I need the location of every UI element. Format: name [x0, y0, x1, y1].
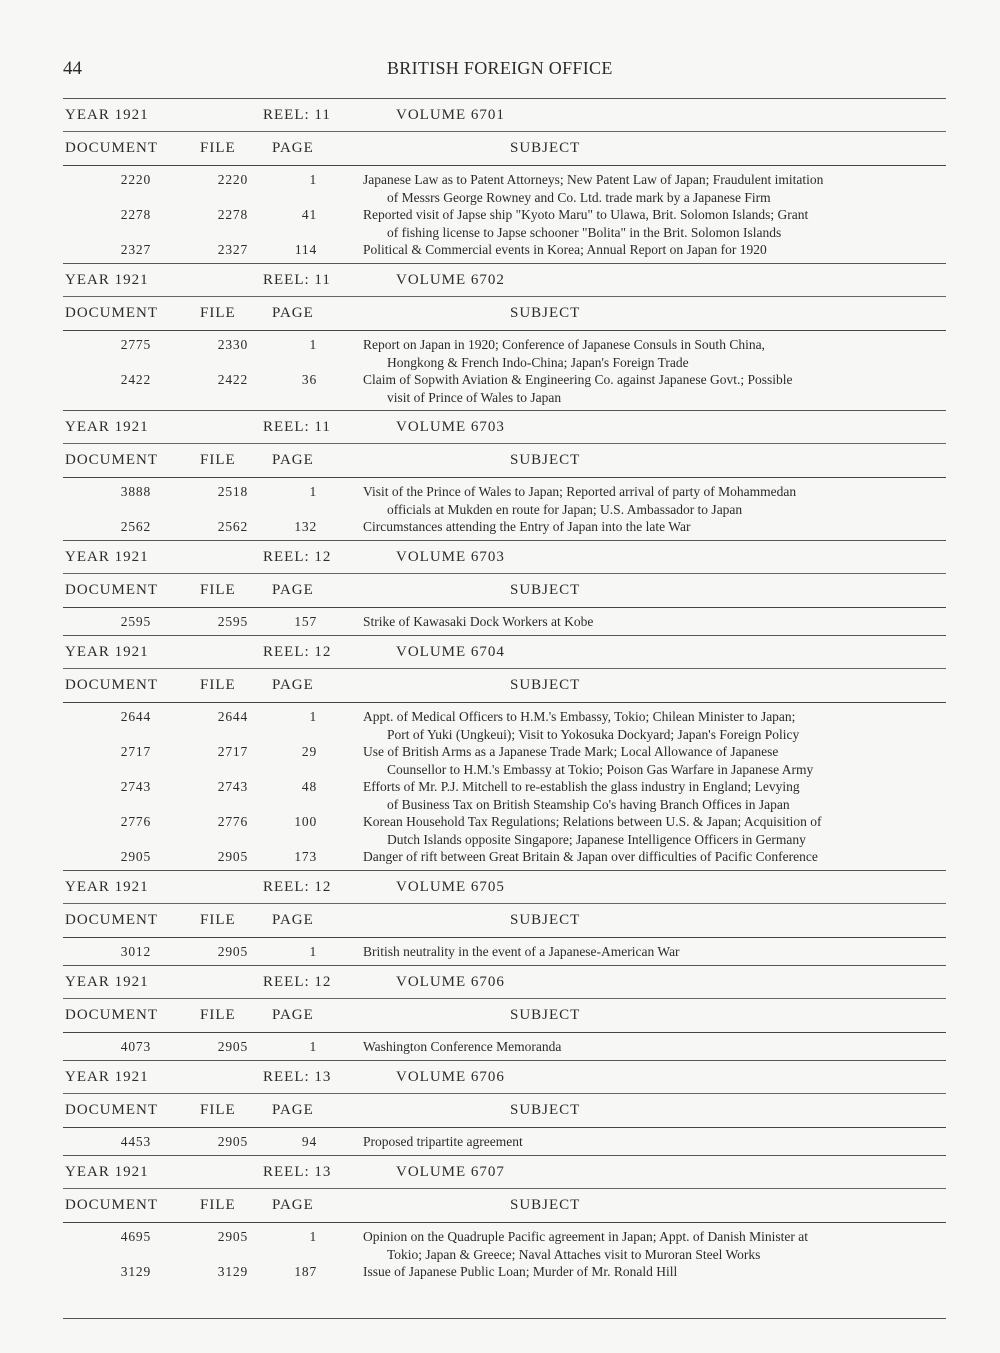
- page-number-cell: 1: [309, 1229, 317, 1244]
- entry-row: [63, 206, 946, 241]
- volume-header: [63, 540, 946, 573]
- entry-row: [63, 613, 946, 631]
- subject-line: Visit of the Prince of Wales to Japan; Reported arrival of party of Mohammedan: [363, 484, 797, 499]
- reel-label: REEL: 11: [263, 107, 331, 123]
- subject-column-header: SUBJECT: [510, 582, 581, 598]
- entry-row: [63, 743, 946, 778]
- subject-line: Reported visit of Japse ship "Kyoto Maru" to Ulawa, Brit. Solomon Islands; Grant: [363, 207, 809, 222]
- volume-block: [63, 635, 946, 870]
- subject-line: Danger of rift between Great Britain & Japan over difficulties of Pacific Conference: [363, 849, 818, 864]
- page-number-cell: 132: [294, 519, 317, 534]
- year-label: YEAR 1921: [65, 644, 149, 660]
- document-number: 2422: [120, 372, 151, 387]
- file-column-header: FILE: [200, 1197, 236, 1213]
- subject-text: [363, 171, 945, 206]
- file-number: 2327: [217, 242, 248, 257]
- entry-row: [63, 1038, 946, 1056]
- volume-block: [63, 410, 946, 540]
- file-number: 2220: [217, 172, 248, 187]
- entry-list: [63, 330, 946, 410]
- document-number: 2717: [120, 744, 151, 759]
- file-number: 2518: [217, 484, 248, 499]
- document-number: 2327: [120, 242, 151, 257]
- reel-label: REEL: 12: [263, 644, 332, 660]
- volume-block: [63, 870, 946, 965]
- subject-text: [363, 483, 945, 518]
- volume-header: [63, 635, 946, 668]
- page-number-cell: 114: [294, 242, 317, 257]
- file-number: 2905: [217, 849, 248, 864]
- volume-label: VOLUME 6702: [396, 272, 505, 288]
- year-label: YEAR 1921: [65, 974, 149, 990]
- subject-line: of Messrs George Rowney and Co. Ltd. trade mark by a Japanese Firm: [387, 189, 771, 205]
- volume-label: VOLUME 6707: [396, 1164, 505, 1180]
- volume-label: VOLUME 6701: [396, 107, 505, 123]
- page-column-header: PAGE: [272, 677, 314, 693]
- volume-label: VOLUME 6706: [396, 1069, 505, 1085]
- page-number-cell: 187: [294, 1264, 317, 1279]
- subject-column-header: SUBJECT: [510, 305, 581, 321]
- column-header-row: [63, 296, 946, 330]
- file-column-header: FILE: [200, 582, 236, 598]
- file-number: 2422: [217, 372, 248, 387]
- document-number: 4073: [120, 1039, 151, 1054]
- page-number-cell: 1: [309, 337, 317, 352]
- document-number: 2644: [120, 709, 151, 724]
- entry-row: [63, 1133, 946, 1151]
- subject-line: Efforts of Mr. P.J. Mitchell to re-establish the glass industry in England; Levying: [363, 779, 800, 794]
- subject-column-header: SUBJECT: [510, 452, 581, 468]
- document-number: 3012: [120, 944, 151, 959]
- entry-row: [63, 241, 946, 259]
- subject-line: Dutch Islands opposite Singapore; Japanese Intelligence Officers in Germany: [387, 831, 806, 847]
- subject-line: Japanese Law as to Patent Attorneys; New Patent Law of Japan; Fraudulent imitation: [363, 172, 824, 187]
- subject-text: [363, 1228, 945, 1263]
- year-label: YEAR 1921: [65, 419, 149, 435]
- entry-row: [63, 371, 946, 406]
- subject-column-header: SUBJECT: [510, 1197, 581, 1213]
- subject-line: British neutrality in the event of a Japanese-American War: [363, 944, 680, 959]
- subject-text: [363, 708, 945, 743]
- file-number: 2330: [217, 337, 248, 352]
- file-number: 2595: [217, 614, 248, 629]
- subject-column-header: SUBJECT: [510, 140, 581, 156]
- subject-text: [363, 1263, 945, 1281]
- document-number: 2562: [120, 519, 151, 534]
- volume-header: [63, 965, 946, 998]
- volume-header: [63, 98, 946, 131]
- document-column-header: DOCUMENT: [65, 1007, 158, 1023]
- document-column-header: DOCUMENT: [65, 305, 158, 321]
- page-column-header: PAGE: [272, 582, 314, 598]
- entry-row: [63, 848, 946, 866]
- year-label: YEAR 1921: [65, 272, 149, 288]
- year-label: YEAR 1921: [65, 549, 149, 565]
- subject-line: Counsellor to H.M.'s Embassy at Tokio; Poison Gas Warfare in Japanese Army: [387, 761, 814, 777]
- subject-text: [363, 1038, 945, 1056]
- column-header-row: [63, 443, 946, 477]
- volume-label: VOLUME 6706: [396, 974, 505, 990]
- file-column-header: FILE: [200, 912, 236, 928]
- column-header-row: [63, 903, 946, 937]
- entry-list: [63, 702, 946, 870]
- column-header-row: [63, 668, 946, 702]
- page-number-cell: 1: [309, 1039, 317, 1054]
- column-header-row: [63, 573, 946, 607]
- page-number-cell: 1: [309, 944, 317, 959]
- page-number: 44: [63, 58, 82, 79]
- year-label: YEAR 1921: [65, 107, 149, 123]
- subject-line: Opinion on the Quadruple Pacific agreement in Japan; Appt. of Danish Minister at: [363, 1229, 809, 1244]
- document-number: 2743: [120, 779, 151, 794]
- reel-label: REEL: 11: [263, 272, 331, 288]
- page-number-cell: 48: [301, 779, 317, 794]
- reel-label: REEL: 12: [263, 549, 332, 565]
- column-header-row: [63, 1188, 946, 1222]
- file-number: 2562: [217, 519, 248, 534]
- subject-line: Political & Commercial events in Korea; Annual Report on Japan for 1920: [363, 242, 767, 257]
- subject-column-header: SUBJECT: [510, 912, 581, 928]
- subject-text: [363, 743, 945, 778]
- entry-list: [63, 1222, 946, 1285]
- entry-row: [63, 1263, 946, 1281]
- subject-line: Tokio; Japan & Greece; Naval Attaches visit to Muroran Steel Works: [387, 1246, 761, 1262]
- document-number: 3888: [120, 484, 151, 499]
- column-header-row: [63, 998, 946, 1032]
- year-label: YEAR 1921: [65, 1069, 149, 1085]
- document-column-header: DOCUMENT: [65, 582, 158, 598]
- running-head: BRITISH FOREIGN OFFICE: [387, 58, 613, 78]
- volume-block: [63, 263, 946, 410]
- document-number: 4453: [120, 1134, 151, 1149]
- volume-block: [63, 1155, 946, 1285]
- page-number-cell: 1: [309, 484, 317, 499]
- page-column-header: PAGE: [272, 1197, 314, 1213]
- document-column-header: DOCUMENT: [65, 1197, 158, 1213]
- subject-line: of Business Tax on British Steamship Co's having Branch Offices in Japan: [387, 796, 790, 812]
- page-number-cell: 173: [294, 849, 317, 864]
- page-number-cell: 100: [294, 814, 317, 829]
- file-column-header: FILE: [200, 452, 236, 468]
- file-column-header: FILE: [200, 305, 236, 321]
- entry-list: [63, 607, 946, 635]
- document-column-header: DOCUMENT: [65, 452, 158, 468]
- subject-line: officials at Mukden en route for Japan; U.S. Ambassador to Japan: [387, 501, 743, 517]
- subject-line: Claim of Sopwith Aviation & Engineering Co. against Japanese Govt.; Possible: [363, 372, 793, 387]
- entry-row: [63, 518, 946, 536]
- document-column-header: DOCUMENT: [65, 1102, 158, 1118]
- closing-rule: [63, 1318, 946, 1319]
- reel-label: REEL: 13: [263, 1164, 332, 1180]
- subject-text: [363, 813, 945, 848]
- subject-column-header: SUBJECT: [510, 1102, 581, 1118]
- subject-text: [363, 613, 945, 631]
- volume-header: [63, 263, 946, 296]
- entry-row: [63, 813, 946, 848]
- volume-label: VOLUME 6703: [396, 419, 505, 435]
- subject-text: [363, 943, 945, 961]
- volume-header: [63, 410, 946, 443]
- page-column-header: PAGE: [272, 1007, 314, 1023]
- file-number: 2905: [217, 1039, 248, 1054]
- volume-label: VOLUME 6705: [396, 879, 505, 895]
- subject-line: Proposed tripartite agreement: [363, 1134, 523, 1149]
- subject-line: visit of Prince of Wales to Japan: [387, 389, 562, 405]
- entry-row: [63, 778, 946, 813]
- entry-row: [63, 943, 946, 961]
- page-column-header: PAGE: [272, 140, 314, 156]
- document-number: 4695: [120, 1229, 151, 1244]
- page-number-cell: 1: [309, 709, 317, 724]
- file-number: 2644: [217, 709, 248, 724]
- page-column-header: PAGE: [272, 305, 314, 321]
- file-column-header: FILE: [200, 1007, 236, 1023]
- year-label: YEAR 1921: [65, 1164, 149, 1180]
- subject-text: [363, 848, 945, 866]
- column-header-row: [63, 131, 946, 165]
- reel-label: REEL: 12: [263, 879, 332, 895]
- file-number: 2776: [217, 814, 248, 829]
- page-column-header: PAGE: [272, 1102, 314, 1118]
- entry-row: [63, 336, 946, 371]
- volume-block: [63, 98, 946, 263]
- subject-text: [363, 1133, 945, 1151]
- subject-line: Circumstances attending the Entry of Japan into the late War: [363, 519, 691, 534]
- page-column-header: PAGE: [272, 452, 314, 468]
- file-number: 3129: [217, 1264, 248, 1279]
- page-number-cell: 41: [301, 207, 317, 222]
- subject-text: [363, 518, 945, 536]
- file-number: 2905: [217, 944, 248, 959]
- document-number: 2776: [120, 814, 151, 829]
- page-number-cell: 36: [301, 372, 317, 387]
- subject-line: Report on Japan in 1920; Conference of Japanese Consuls in South China,: [363, 337, 765, 352]
- entry-list: [63, 937, 946, 965]
- volume-label: VOLUME 6703: [396, 549, 505, 565]
- subject-text: [363, 778, 945, 813]
- document-column-header: DOCUMENT: [65, 912, 158, 928]
- file-number: 2278: [217, 207, 248, 222]
- entry-row: [63, 171, 946, 206]
- entry-row: [63, 483, 946, 518]
- subject-column-header: SUBJECT: [510, 1007, 581, 1023]
- document-number: 3129: [120, 1264, 151, 1279]
- document-column-header: DOCUMENT: [65, 140, 158, 156]
- subject-line: Korean Household Tax Regulations; Relations between U.S. & Japan; Acquisition of: [363, 814, 822, 829]
- subject-text: [363, 336, 945, 371]
- volume-header: [63, 1155, 946, 1188]
- subject-line: Hongkong & French Indo-China; Japan's Foreign Trade: [387, 354, 689, 370]
- volume-block: [63, 1060, 946, 1155]
- document-number: 2220: [120, 172, 151, 187]
- subject-line: Appt. of Medical Officers to H.M.'s Embassy, Tokio; Chilean Minister to Japan;: [363, 709, 796, 724]
- year-label: YEAR 1921: [65, 879, 149, 895]
- page-number-cell: 94: [301, 1134, 317, 1149]
- document-number: 2905: [120, 849, 151, 864]
- subject-text: [363, 371, 945, 406]
- reel-label: REEL: 12: [263, 974, 332, 990]
- entry-row: [63, 708, 946, 743]
- entry-list: [63, 477, 946, 540]
- volume-label: VOLUME 6704: [396, 644, 505, 660]
- reel-label: REEL: 11: [263, 419, 331, 435]
- subject-text: [363, 241, 945, 259]
- entry-row: [63, 1228, 946, 1263]
- file-column-header: FILE: [200, 677, 236, 693]
- document-number: 2595: [120, 614, 151, 629]
- file-column-header: FILE: [200, 1102, 236, 1118]
- document-number: 2775: [120, 337, 151, 352]
- entry-list: [63, 1032, 946, 1060]
- file-number: 2905: [217, 1229, 248, 1244]
- subject-line: Issue of Japanese Public Loan; Murder of Mr. Ronald Hill: [363, 1264, 678, 1279]
- page-column-header: PAGE: [272, 912, 314, 928]
- file-number: 2717: [217, 744, 248, 759]
- document-number: 2278: [120, 207, 151, 222]
- subject-line: Use of British Arms as a Japanese Trade Mark; Local Allowance of Japanese: [363, 744, 779, 759]
- volume-header: [63, 1060, 946, 1093]
- file-number: 2905: [217, 1134, 248, 1149]
- subject-line: Port of Yuki (Ungkeui); Visit to Yokosuka Dockyard; Japan's Foreign Policy: [387, 726, 800, 742]
- page-number-cell: 29: [301, 744, 317, 759]
- reel-label: REEL: 13: [263, 1069, 332, 1085]
- volume-header: [63, 870, 946, 903]
- document-column-header: DOCUMENT: [65, 677, 158, 693]
- subject-line: of fishing license to Japse schooner "Bolita" in the Brit. Solomon Islands: [387, 224, 782, 240]
- column-header-row: [63, 1093, 946, 1127]
- subject-text: [363, 206, 945, 241]
- file-number: 2743: [217, 779, 248, 794]
- file-column-header: FILE: [200, 140, 236, 156]
- catalog-listing: [63, 98, 946, 1285]
- volume-block: [63, 540, 946, 635]
- entry-list: [63, 1127, 946, 1155]
- subject-line: Washington Conference Memoranda: [363, 1039, 562, 1054]
- subject-column-header: SUBJECT: [510, 677, 581, 693]
- page-number-cell: 157: [294, 614, 317, 629]
- volume-block: [63, 965, 946, 1060]
- page-number-cell: 1: [309, 172, 317, 187]
- entry-list: [63, 165, 946, 263]
- subject-line: Strike of Kawasaki Dock Workers at Kobe: [363, 614, 594, 629]
